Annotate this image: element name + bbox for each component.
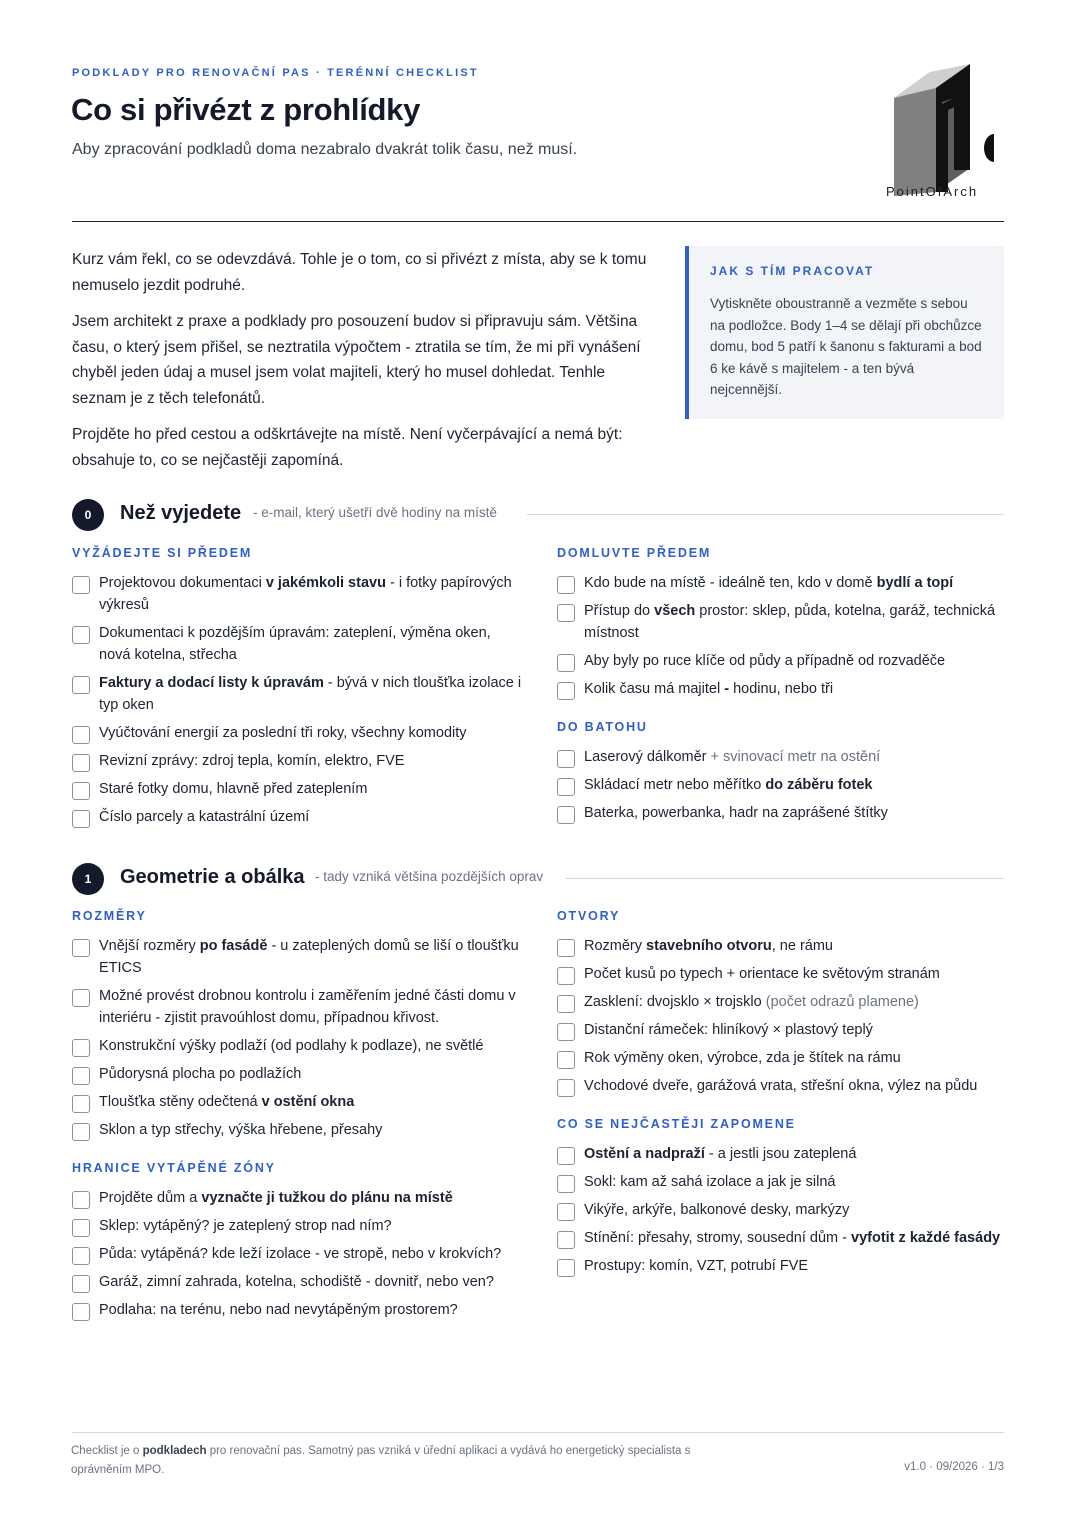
item-text: Konstrukční výšky podlaží (od podlahy k podlaze), ne světlé <box>99 1038 484 1054</box>
item-text: Rozměry <box>584 938 647 954</box>
checklist-item <box>72 722 522 744</box>
column-right <box>557 909 1007 1283</box>
checklist-item <box>557 991 1007 1013</box>
checkbox[interactable] <box>557 750 575 768</box>
checkbox[interactable] <box>72 726 90 744</box>
checkbox[interactable] <box>557 654 575 672</box>
intro-paragraph: Jsem architekt z praxe a podklady pro posouzení budov si připravuju sám. Většina času, o který jsem přišel, se neztratila výpočtem - ztratila se tím, že mi při vynášení chyběl jeden údaj a musel jsem volat majiteli, který ho musel dohledat. Tenhle seznam je z těch telefonátů. <box>72 313 641 407</box>
kicker: PODKLADY PRO RENOVAČNÍ PAS · TERÉNNÍ CHECKLIST <box>72 67 479 79</box>
item-text: + svinovací metr na ostění <box>710 749 881 765</box>
checkbox[interactable] <box>72 782 90 800</box>
checklist-item <box>72 1215 522 1237</box>
item-text: Číslo parcely a katastrální území <box>99 809 310 825</box>
checklist <box>557 746 1007 824</box>
item-text: Vnější rozměry <box>99 938 200 954</box>
group-title: HRANICE VYTÁPĚNÉ ZÓNY <box>72 1161 276 1175</box>
checklist-item <box>72 1299 522 1321</box>
howto-callout <box>685 246 1004 419</box>
checkbox[interactable] <box>72 810 90 828</box>
item-text: - i fotky papírových výkresů <box>99 575 512 613</box>
checklist-item <box>557 963 1007 985</box>
checkbox[interactable] <box>72 676 90 694</box>
checklist-item <box>557 1019 1007 1041</box>
howto-text: Vytiskněte oboustranně a vezměte s sebou na podložce. Body 1–4 se dělají při obchůzce domu, bod 5 patří k šanonu s fakturami a bod 6 ke kávě s majitelem - a ten bývá nejcennější. <box>710 296 982 397</box>
checkbox[interactable] <box>72 754 90 772</box>
checkbox[interactable] <box>72 1095 90 1113</box>
checkbox[interactable] <box>72 939 90 957</box>
checkbox[interactable] <box>557 939 575 957</box>
checkbox[interactable] <box>557 806 575 824</box>
brand-name: PointOfArch <box>886 184 979 199</box>
checklist-item <box>72 572 522 616</box>
checklist-item <box>72 622 522 666</box>
item-text-bold: Faktury a dodací listy k úpravám <box>99 675 324 691</box>
checkbox[interactable] <box>557 1175 575 1193</box>
item-text-bold: stavebního otvoru <box>646 938 772 954</box>
item-text: Zasklení: dvojsklo × trojsklo <box>584 994 766 1010</box>
group-title: DO BATOHU <box>557 720 648 734</box>
item-text-bold: bydlí a topí <box>876 575 954 591</box>
item-text: Podlaha: na terénu, nebo nad nevytápěným prostorem? <box>99 1302 458 1318</box>
checkbox[interactable] <box>557 1051 575 1069</box>
page-title: Co si přivézt z prohlídky <box>71 92 421 127</box>
item-text: Sklep: vytápěný? je zateplený strop nad ním? <box>99 1218 392 1234</box>
checklist-item <box>557 1227 1007 1249</box>
item-text: , ne rámu <box>771 938 833 954</box>
checkbox[interactable] <box>557 1023 575 1041</box>
checkbox[interactable] <box>557 1203 575 1221</box>
checklist-item <box>72 806 522 828</box>
item-text: hodinu, nebo tři <box>729 681 834 697</box>
checklist-item <box>557 600 1007 644</box>
item-text-bold: Ostění a nadpraží <box>584 1146 705 1162</box>
item-text: Stínění: přesahy, stromy, sousední dům - <box>584 1230 852 1246</box>
group-title: VYŽÁDEJTE SI PŘEDEM <box>72 546 253 560</box>
checklist-item <box>72 1091 522 1113</box>
item-text: Kdo bude na místě - ideálně ten, kdo v domě <box>584 575 877 591</box>
item-text: Revizní zprávy: zdroj tepla, komín, elektro, FVE <box>99 753 405 769</box>
item-text: Distanční rámeček: hliníkový × plastový teplý <box>584 1022 873 1038</box>
item-text: Staré fotky domu, hlavně před zateplením <box>99 781 368 797</box>
item-text-bold: všech <box>654 603 696 619</box>
item-text: Laserový dálkoměr <box>584 749 711 765</box>
checklist-item <box>72 1243 522 1265</box>
section-note: - tady vzniká většina pozdějších oprav <box>315 869 544 884</box>
version-label: v1.0 · 09/2026 · 1/3 <box>904 1461 1004 1473</box>
group-title: ROZMĚRY <box>72 909 147 923</box>
checklist-item <box>72 935 522 979</box>
checklist-item <box>72 1187 522 1209</box>
item-text: Kolik času má majitel <box>584 681 725 697</box>
checklist-item <box>557 1255 1007 1277</box>
header-divider <box>72 221 1004 222</box>
item-text: Prostupy: komín, VZT, potrubí FVE <box>584 1258 809 1274</box>
checklist-item <box>72 1271 522 1293</box>
checklist <box>72 572 522 828</box>
checklist-item <box>557 774 1007 796</box>
column-left <box>72 546 522 834</box>
checkbox[interactable] <box>557 1147 575 1165</box>
checkbox[interactable] <box>557 967 575 985</box>
checkbox[interactable] <box>557 1079 575 1097</box>
section-divider <box>527 514 1004 515</box>
checklist <box>557 935 1007 1097</box>
item-text-bold: - <box>724 681 730 697</box>
footer-text: Checklist je o <box>71 1445 143 1457</box>
item-text: Půda: vytápěná? kde leží izolace - ve stropě, nebo v krokvích? <box>99 1246 502 1262</box>
item-text: Skládací metr nebo měřítko <box>584 777 766 793</box>
checklist-item <box>557 1171 1007 1193</box>
checkbox[interactable] <box>557 604 575 622</box>
item-text: Půdorysná plocha po podlažích <box>99 1066 302 1082</box>
item-text: Rok výměny oken, výrobce, zda je štítek na rámu <box>584 1050 901 1066</box>
item-text-bold: v jakémkoli stavu <box>265 575 386 591</box>
checklist-item <box>72 750 522 772</box>
checkbox[interactable] <box>72 1123 90 1141</box>
item-text: prostor: sklep, půda, kotelna, garáž, technická místnost <box>584 603 996 641</box>
group-title: OTVORY <box>557 909 621 923</box>
item-text: Projektovou dokumentaci <box>99 575 266 591</box>
item-text: Možné provést drobnou kontrolu i zaměřením jedné části domu v interiéru - zjistit pravoúhlost domu, případnou křivost. <box>99 988 516 1026</box>
checklist <box>557 1143 1007 1277</box>
checklist-item <box>557 1047 1007 1069</box>
checklist-item <box>557 935 1007 957</box>
item-text: - bývá v nich tloušťka izolace i typ oken <box>99 675 522 713</box>
item-text: Aby byly po ruce klíče od půdy a případně od rozvaděče <box>584 653 946 669</box>
section-number: 1 <box>72 863 104 895</box>
item-text-bold: po fasádě <box>199 938 268 954</box>
checklist-item <box>557 678 1007 700</box>
section-title: Geometrie a obálka <box>120 866 305 888</box>
item-text: Vyúčtování energií za poslední tři roky, všechny komodity <box>99 725 467 741</box>
item-text: - u zateplených domů se liší o tloušťku ETICS <box>99 938 519 976</box>
checklist-item <box>72 1063 522 1085</box>
checklist-item <box>72 778 522 800</box>
checkbox[interactable] <box>72 1191 90 1209</box>
checklist-item <box>557 1143 1007 1165</box>
checkbox[interactable] <box>72 989 90 1007</box>
checkbox[interactable] <box>557 682 575 700</box>
item-text: Dokumentaci k pozdějším úpravám: zateplení, výměna oken, nová kotelna, střecha <box>99 625 491 663</box>
section-head <box>72 863 1004 897</box>
item-text: Sklon a typ střechy, výška hřebene, přesahy <box>99 1122 383 1138</box>
checkbox[interactable] <box>557 778 575 796</box>
checklist-item <box>557 802 1007 824</box>
item-text: Vikýře, arkýře, balkonové desky, markýzy <box>584 1202 850 1218</box>
item-text: Tloušťka stěny odečtená <box>99 1094 262 1110</box>
column-left <box>72 909 522 1327</box>
checklist <box>72 1187 522 1321</box>
checklist <box>557 572 1007 700</box>
item-text-bold: vyznačte ji tužkou do plánu na místě <box>201 1190 453 1206</box>
section-title: Než vyjedete <box>120 502 242 524</box>
checkbox[interactable] <box>72 1219 90 1237</box>
footer-text-bold: podkladech <box>142 1445 207 1457</box>
column-right <box>557 546 1007 830</box>
intro-paragraph: Kurz vám řekl, co se odevzdává. Tohle je o tom, co si přivézt z místa, aby se k tomu nemuselo jezdit podruhé. <box>72 251 647 294</box>
footer-divider <box>72 1432 1004 1433</box>
checkbox[interactable] <box>557 1231 575 1249</box>
checkbox[interactable] <box>72 1247 90 1265</box>
section-number: 0 <box>72 499 104 531</box>
section-note: - e-mail, který ušetří dvě hodiny na místě <box>253 505 497 520</box>
intro <box>72 247 652 484</box>
item-text: - a jestli jsou zateplená <box>704 1146 857 1162</box>
checklist-item <box>72 672 522 716</box>
item-text: Garáž, zimní zahrada, kotelna, schodiště - dovnitř, nebo ven? <box>99 1274 494 1290</box>
group-title: CO SE NEJČASTĚJI ZAPOMENE <box>557 1117 796 1131</box>
section-divider <box>565 878 1004 879</box>
item-text: Počet kusů po typech + orientace ke světovým stranám <box>584 966 940 982</box>
checkbox[interactable] <box>72 626 90 644</box>
checkbox[interactable] <box>557 995 575 1013</box>
page-subtitle: Aby zpracování podkladů doma nezabralo dvakrát tolik času, než musí. <box>72 141 578 158</box>
intro-paragraph: Projděte ho před cestou a odškrtávejte na místě. Není vyčerpávající a nemá být: obsahuje to, co se nejčastěji zapomíná. <box>72 426 623 469</box>
checkbox[interactable] <box>72 1275 90 1293</box>
group-title: DOMLUVTE PŘEDEM <box>557 546 712 560</box>
item-text: Baterka, powerbanka, hadr na zaprášené štítky <box>584 805 888 821</box>
footer-text: pro renovační pas. Samotný pas vzniká v úřední aplikaci a vydává ho energetický specialista s oprávněním MPO. <box>71 1445 691 1476</box>
checklist-item <box>557 650 1007 672</box>
checkbox[interactable] <box>72 1039 90 1057</box>
checkbox[interactable] <box>72 576 90 594</box>
item-text-bold: v ostění okna <box>261 1094 355 1110</box>
checklist-item <box>557 746 1007 768</box>
checklist-item <box>557 1075 1007 1097</box>
checklist-item <box>557 572 1007 594</box>
checkbox[interactable] <box>557 1259 575 1277</box>
checkbox[interactable] <box>72 1067 90 1085</box>
item-text-bold: do záběru fotek <box>765 777 873 793</box>
checklist-item <box>72 1035 522 1057</box>
item-text: (počet odrazů plamene) <box>765 994 919 1010</box>
item-text-bold: vyfotit z každé fasády <box>851 1230 1001 1246</box>
section-head <box>72 499 1004 533</box>
checklist-item <box>72 1119 522 1141</box>
checklist-item <box>72 985 522 1029</box>
checklist-item <box>557 1199 1007 1221</box>
howto-title: JAK S TÍM PRACOVAT <box>710 264 875 278</box>
item-text: Vchodové dveře, garážová vrata, střešní okna, výlez na půdu <box>584 1078 978 1094</box>
item-text: Projděte dům a <box>99 1190 202 1206</box>
checkbox[interactable] <box>72 1303 90 1321</box>
item-text: Přístup do <box>584 603 655 619</box>
checklist <box>72 935 522 1141</box>
checkbox[interactable] <box>557 576 575 594</box>
footer-note <box>71 1442 731 1480</box>
item-text: Sokl: kam až sahá izolace a jak je silná <box>584 1174 836 1190</box>
